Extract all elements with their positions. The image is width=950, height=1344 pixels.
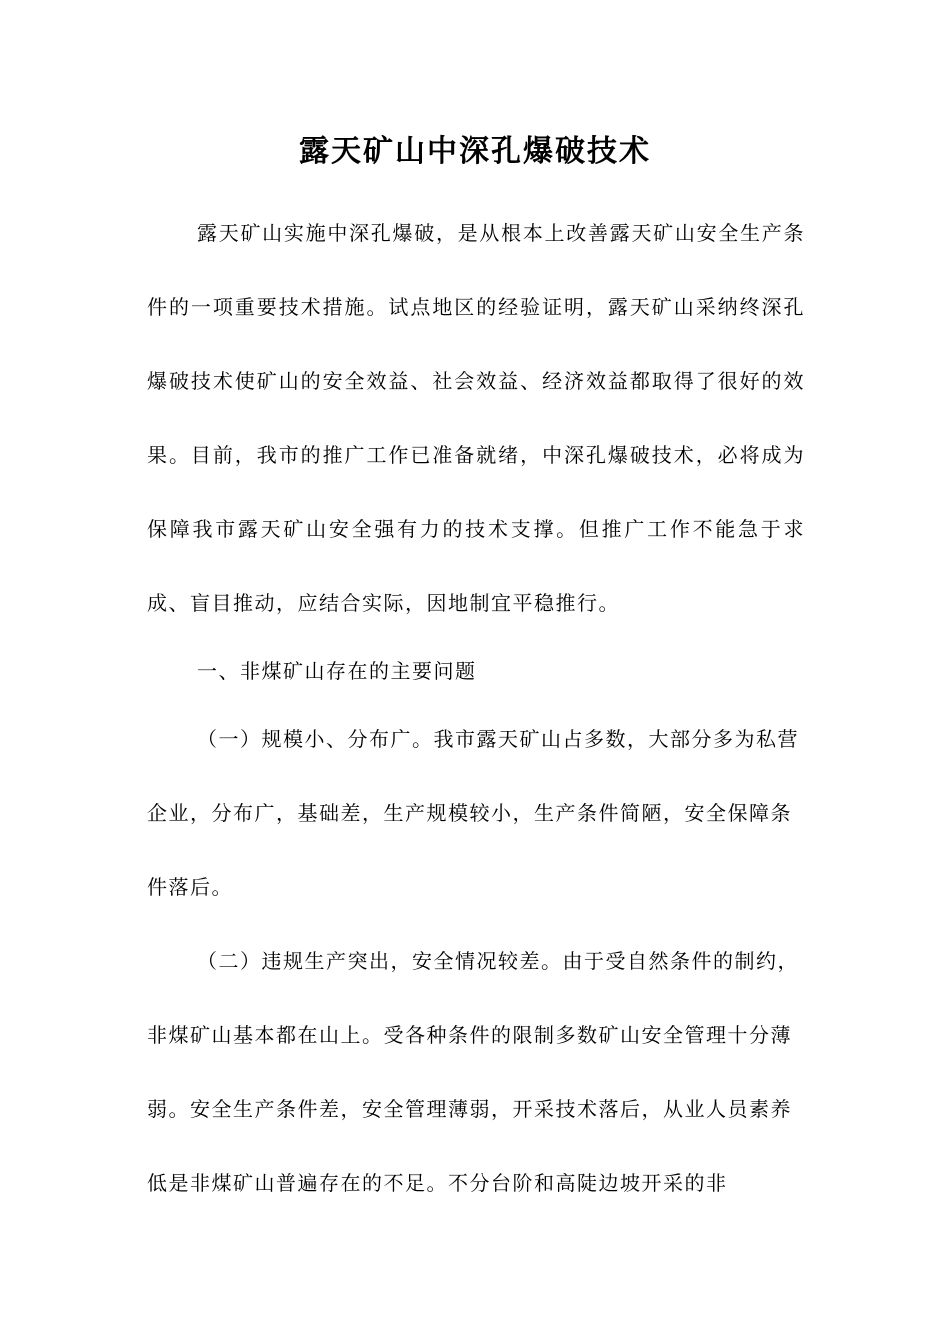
intro-paragraph: 露天矿山实施中深孔爆破，是从根本上改善露天矿山安全生产条件的一项重要技术措施。试点地区的经验证明，露天矿山采纳终深孔爆破技术使矿山的安全效益、社会效益、经济效益都取得了很好的效果。目前，我市的推广工作已准备就绪，中深孔爆破技术，必将成为保障我市露天矿山安全强有力的技术支撑。但推广工作不能急于求成、盲目推动，应结合实际，因地制宜平稳推行。	[147, 221, 805, 615]
document-title: 露天矿山中深孔爆破技术	[299, 134, 651, 169]
section-item-1: （一）规模小、分布广。我市露天矿山占多数，大部分多为私营企业，分布广，基础差，生产规模较小，生产条件简陋，安全保障条件落后。	[147, 727, 799, 899]
document-body	[147, 196, 805, 1220]
section-item-2: （二）违规生产突出，安全情况较差。由于受自然条件的制约，非煤矿山基本都在山上。受各种条件的限制多数矿山安全管理十分薄弱。安全生产条件差，安全管理薄弱，开采技术落后，从业人员素养低是非煤矿山普遍存在的不足。不分台阶和高陡边坡开采的非	[147, 949, 799, 1195]
section-heading-1: 一、非煤矿山存在的主要问题	[197, 659, 477, 683]
